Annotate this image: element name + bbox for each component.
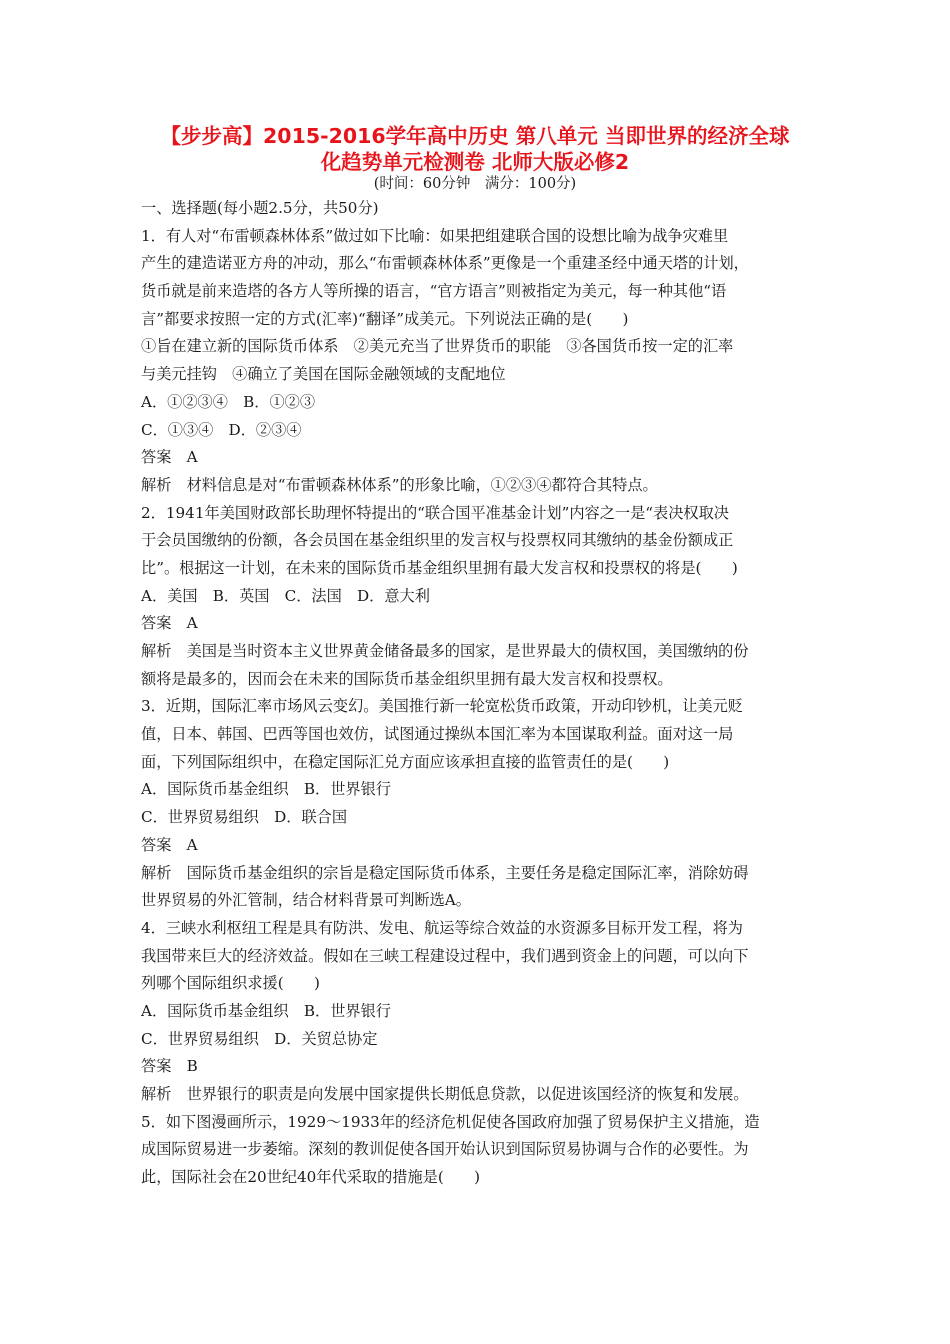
text-line: A．国际货币基金组织 B．世界银行 [141, 780, 391, 799]
text-line: 解析 材料信息是对“布雷顿森林体系”的形象比喻，①②③④都符合其特点。 [141, 475, 658, 494]
text-line: 5．如下图漫画所示，1929～1933年的经济危机促使各国政府加强了贸易保护主义措施，造 [141, 1112, 760, 1131]
text-line: 列哪个国际组织求援( ) [141, 974, 320, 993]
text-line: 值，日本、韩国、巴西等国也效仿，试图通过操纵本国汇率为本国谋取利益。面对这一局 [141, 725, 734, 744]
text-line: 额将是最多的，因而会在未来的国际货币基金组织里拥有最大发言权和投票权。 [141, 669, 673, 688]
text-line: A．国际货币基金组织 B．世界银行 [141, 1001, 391, 1020]
document-body [141, 195, 811, 1192]
text-line: 4．三峡水利枢纽工程是具有防洪、发电、航运等综合效益的水资源多目标开发工程，将为 [141, 918, 743, 937]
text-line: A．①②③④ B．①②③ [141, 392, 316, 411]
text-line: 言”都要求按照一定的方式(汇率)“翻译”成美元。下列说法正确的是( ) [141, 309, 629, 328]
text-line: 产生的建造诺亚方舟的冲动，那么“布雷顿森林体系”更像是一个重建圣经中通天塔的计划， [141, 254, 749, 273]
text-line: 面，下列国际组织中，在稳定国际汇兑方面应该承担直接的监管责任的是( ) [141, 752, 670, 771]
text-line: 1．有人对“布雷顿森林体系”做过如下比喻：如果把组建联合国的设想比喻为战争灾难里 [141, 226, 729, 245]
text-line: 比”。根据这一计划，在未来的国际货币基金组织里拥有最大发言权和投票权的将是( ) [141, 558, 738, 577]
text-line: 与美元挂钩 ④确立了美国在国际金融领域的支配地位 [141, 365, 506, 384]
text-line: 答案 A [141, 614, 198, 633]
document-subtitle: (时间：60分钟 满分：100分) [373, 176, 577, 192]
text-line: 2．1941年美国财政部长助理怀特提出的“联合国平准基金计划”内容之一是“表决权取决 [141, 503, 729, 522]
text-line: 解析 国际货币基金组织的宗旨是稳定国际货币体系，主要任务是稳定国际汇率，消除妨碍 [141, 863, 749, 882]
text-line: 答案 B [141, 1057, 198, 1076]
text-line: 一、选择题(每小题2.5分，共50分) [141, 199, 379, 217]
text-line: 此，国际社会在20世纪40年代采取的措施是( ) [141, 1168, 481, 1187]
text-line: 成国际贸易进一步萎缩。深刻的教训促使各国开始认识到国际贸易协调与合作的必要性。为 [141, 1140, 749, 1159]
text-line: C．世界贸易组织 D．关贸总协定 [141, 1029, 378, 1048]
text-line: 答案 A [141, 835, 198, 854]
text-line: A．美国 B．英国 C．法国 D．意大利 [141, 586, 430, 605]
text-line: 解析 世界银行的职责是向发展中国家提供长期低息贷款，以促进该国经济的恢复和发展。 [141, 1085, 749, 1103]
text-line: 我国带来巨大的经济效益。假如在三峡工程建设过程中，我们遇到资金上的问题，可以向下 [141, 946, 749, 965]
text-line: ①旨在建立新的国际货币体系 ②美元充当了世界货币的职能 ③各国货币按一定的汇率 [141, 337, 734, 356]
text-line: 货币就是前来造塔的各方人等所操的语言，“官方语言”则被指定为美元，每一种其他“语 [141, 282, 727, 301]
text-line: 世界贸易的外汇管制，结合材料背景可判断选A。 [141, 891, 471, 910]
text-line: 3．近期，国际汇率市场风云变幻。美国推行新一轮宽松货币政策，开动印钞机，让美元贬 [141, 697, 743, 716]
text-line: 解析 美国是当时资本主义世界黄金储备最多的国家，是世界最大的债权国，美国缴纳的份 [141, 642, 749, 660]
document-title-line-1: 【步步高】2015-2016学年高中历史 第八单元 当即世界的经济全球 [160, 124, 790, 148]
text-line: C．①③④ D．②③④ [141, 420, 302, 439]
text-line: 答案 A [141, 448, 198, 467]
text-line: C．世界贸易组织 D．联合国 [141, 808, 348, 827]
text-line: 于会员国缴纳的份额，各会员国在基金组织里的发言权与投票权同其缴纳的基金份额成正 [141, 531, 734, 550]
document-title-line-2: 化趋势单元检测卷 北师大版必修2 [320, 150, 630, 174]
